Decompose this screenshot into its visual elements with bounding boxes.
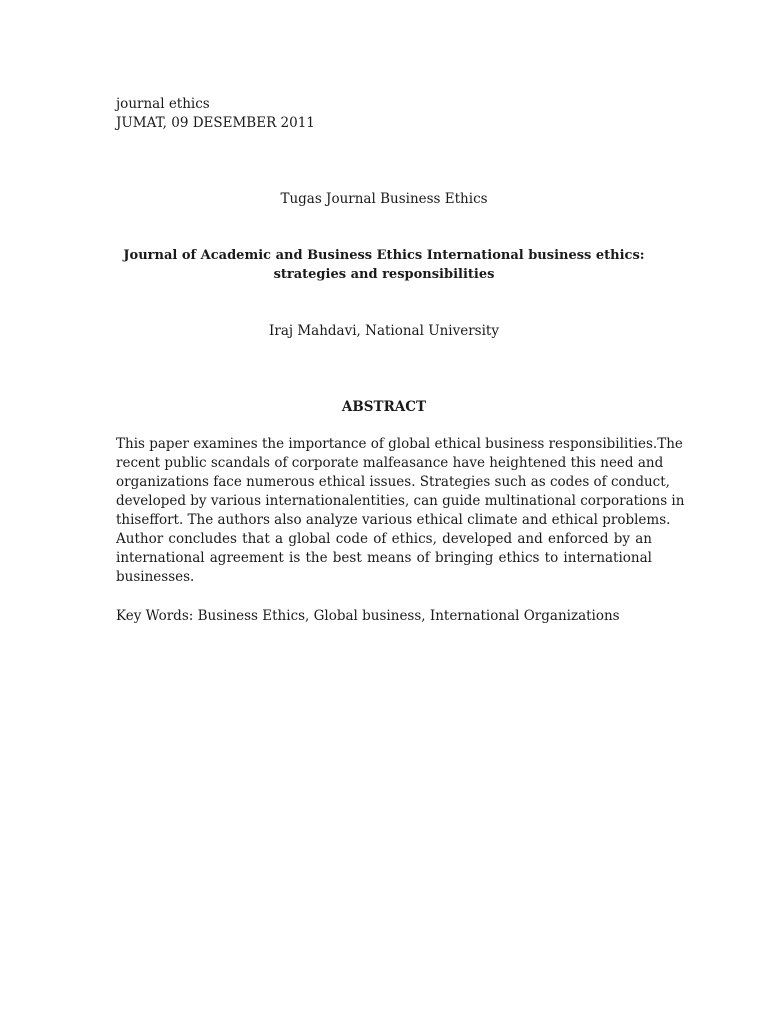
paper-title-line: strategies and responsibilities (273, 267, 495, 282)
abstract-line: international agreement is the best means of bringing ethics to international (116, 550, 652, 566)
abstract-body (116, 435, 685, 587)
blog-title: journal ethics (116, 96, 210, 112)
abstract-line: businesses. (116, 569, 195, 585)
abstract-heading: ABSTRACT (341, 399, 427, 415)
paper-title-line: Journal of Academic and Business Ethics International business ethics: (123, 248, 645, 263)
abstract-line: recent public scandals of corporate malfeasance have heightened this need and (116, 455, 664, 471)
abstract-line: organizations face numerous ethical issues. Strategies such as codes of conduct, (116, 474, 670, 490)
abstract-line: This paper examines the importance of global ethical business responsibilities.The (116, 436, 683, 452)
paper-title (116, 246, 652, 284)
post-date: JUMAT, 09 DESEMBER 2011 (116, 115, 315, 131)
abstract-line: developed by various internationalentities, can guide multinational corporations in (116, 493, 685, 509)
keywords-line: Key Words: Business Ethics, Global business, International Organizations (116, 608, 620, 624)
abstract-line: Author concludes that a global code of ethics, developed and enforced by an (116, 531, 652, 547)
author-line: Iraj Mahdavi, National University (269, 323, 499, 339)
abstract-line: thiseffort. The authors also analyze various ethical climate and ethical problems. (116, 512, 671, 528)
assignment-title: Tugas Journal Business Ethics (280, 191, 488, 207)
